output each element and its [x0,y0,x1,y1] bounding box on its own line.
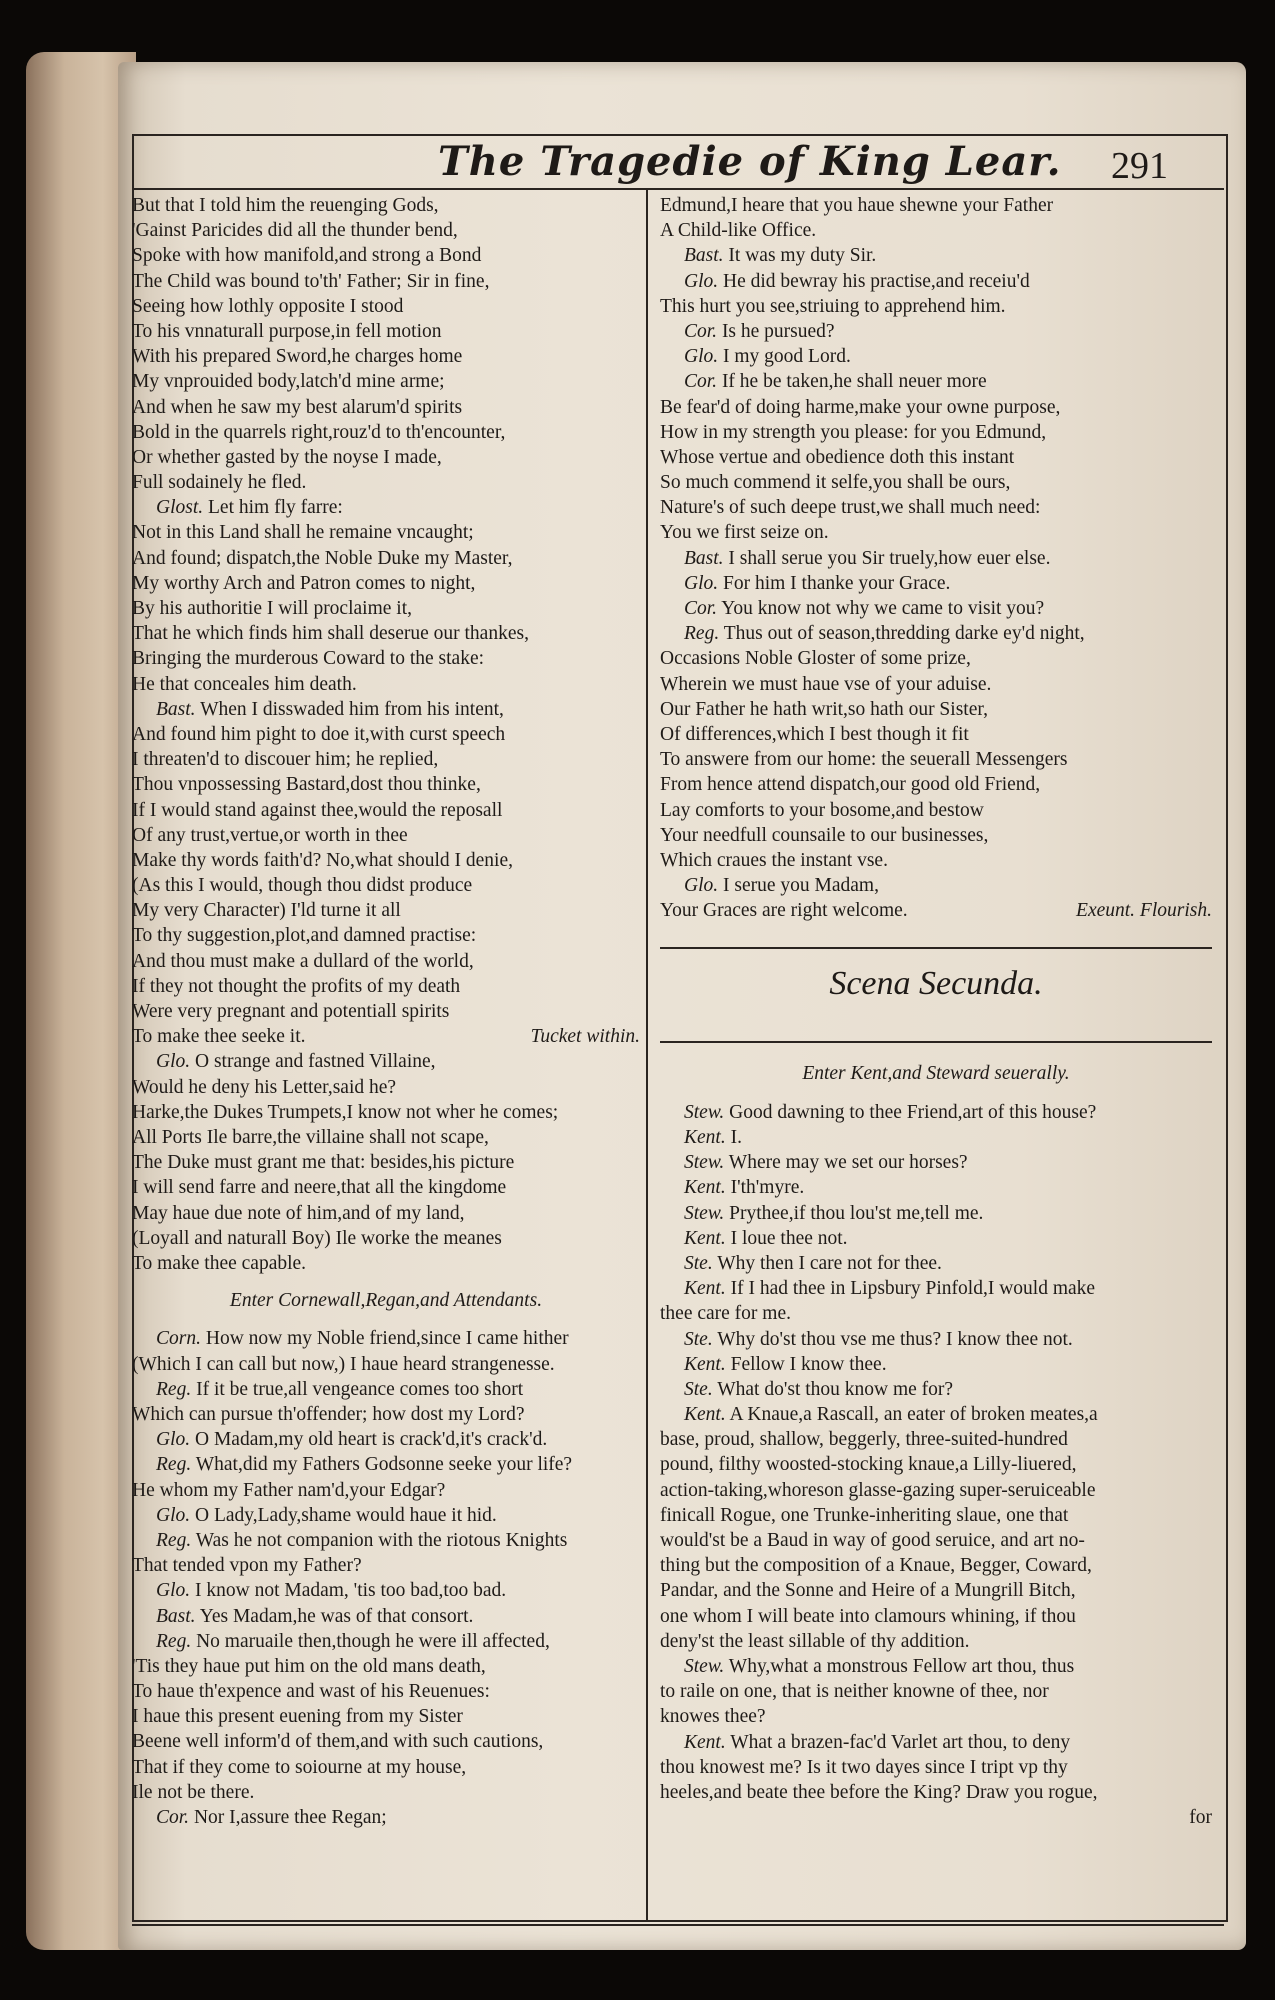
text-line [660,1478,1212,1503]
text-line [660,1730,1212,1755]
text-line [660,621,1212,646]
text-line [660,193,1212,218]
text-line [132,1503,640,1528]
line-text: knowes thee? [660,1706,766,1728]
speaker-prefix: Bast. [156,698,196,720]
line-text: Your Graces are right welcome. [660,900,908,922]
line-text: I. [730,1127,742,1149]
text-line [660,898,1212,923]
line-text: To make thee seeke it. [132,1026,306,1048]
line-text: Edmund,I heare that you haue shewne your Father [660,195,1054,216]
text-line [132,1704,640,1729]
line-text: Is he pursued? [721,320,835,342]
text-line [132,546,640,571]
line-text: Thus out of season,thredding darke ey'd night, [723,623,1085,645]
line-text: Would he deny his Letter,said he? [132,1076,397,1098]
line-text: My worthy Arch and Patron comes to night, [132,572,476,594]
speaker-prefix: Ste. [684,1378,713,1400]
text-line [132,1175,640,1200]
line-text: 'Tis they haue put him on the old mans death, [132,1655,486,1677]
line-text: O strange and fastned Villaine, [195,1051,436,1073]
stage-direction-inline: Tucket within. [530,1026,640,1048]
speaker-prefix: Ste. [684,1252,713,1274]
text-line [132,1679,640,1704]
text-line [132,495,640,520]
text-line [132,823,640,848]
line-text: Seeing how lothly opposite I stood [132,295,404,317]
line-text: To make thee capable. [132,1252,307,1274]
speaker-prefix: Stew. [684,1655,725,1677]
speaker-prefix: Bast. [684,245,724,267]
line-text: That if they come to soiourne at my house, [132,1756,467,1778]
line-text: What a brazen-fac'd Varlet art thou, to deny [730,1731,1071,1753]
speaker-prefix: Cor. [684,320,718,342]
line-text: Were very pregnant and potentiall spirits [132,1001,450,1022]
text-line [132,949,640,974]
line-text: And when he saw my best alarum'd spirits [132,396,463,418]
speaker-prefix: Kent. [684,1177,726,1199]
speaker-prefix: Kent. [684,1353,726,1375]
text-line [660,319,1212,344]
line-text: Be fear'd of doing harme,make your owne purpose, [660,396,1061,418]
text-line [132,1251,640,1276]
text-line [132,974,640,999]
text-line [132,1528,640,1553]
speaker-prefix: Stew. [684,1202,725,1224]
line-text: My vnprouided body,latch'd mine arme; [132,371,445,393]
text-line [660,672,1212,697]
line-text: Of any trust,vertue,or worth in thee [132,824,408,846]
left-text-block-2 [132,1326,640,1830]
line-text: I threaten'd to discouer him; he replied, [132,749,439,771]
text-line [660,1100,1212,1125]
line-text: Occasions Noble Gloster of some prize, [660,648,971,670]
line-text: That he which finds him shall deserue our thankes, [132,623,529,645]
text-line [132,1402,640,1427]
line-text: Beene well inform'd of them,and with such cautions, [132,1731,544,1753]
line-text: Thou vnpossessing Bastard,dost thou thinke, [132,774,481,796]
line-text: Make thy words faith'd? No,what should I denie, [132,849,513,871]
text-line [132,898,640,923]
line-text: Full sodainely he fled. [132,472,307,494]
line-text: Good dawning to thee Friend,art of this house? [729,1101,1097,1123]
text-line [132,1553,640,1578]
line-text: The Child was bound to'th' Father; Sir in fine, [132,270,490,292]
text-line [660,495,1212,520]
text-line [660,1604,1212,1629]
line-text: When I disswaded him from his intent, [200,698,504,720]
text-line [132,1201,640,1226]
text-line [132,923,640,948]
line-text: Whose vertue and obedience doth this instant [660,446,1015,468]
line-text: deny'st the least sillable of thy addition. [660,1630,970,1652]
scene-rule-top [660,947,1212,949]
text-line [660,1528,1212,1553]
line-text: He whom my Father nam'd,your Edgar? [132,1479,446,1501]
line-text: thing but the composition of a Knaue, Begger, Coward, [660,1555,1092,1577]
line-text: I haue this present euening from my Sister [132,1706,463,1728]
line-text: And found; dispatch,the Noble Duke my Master, [132,547,513,569]
text-line [660,520,1212,545]
text-line [660,243,1212,268]
header-rule [132,188,1224,190]
line-text: Yes Madam,he was of that consort. [199,1605,474,1627]
speaker-prefix: Kent. [684,1404,726,1426]
text-line [660,420,1212,445]
line-text: Which craues the instant vse. [660,849,888,871]
line-text: You know not why we came to visit you? [721,598,1045,619]
text-line [132,1729,640,1754]
text-line [132,1629,640,1654]
catchword: for [1189,1807,1212,1829]
line-text: thou knowest me? Is it two dayes since I tript vp thy [660,1756,1068,1778]
line-text: Why,what a monstrous Fellow art thou, thus [728,1655,1075,1677]
text-line [660,470,1212,495]
line-text: Your needfull counsaile to our businesses, [660,824,989,846]
line-text: He that conceales him death. [132,673,357,695]
text-line [132,596,640,621]
line-text: Or whether gasted by the noyse I made, [132,446,442,468]
line-text: Lay comforts to your bosome,and bestow [660,799,984,821]
text-line [132,1024,640,1049]
text-line [660,218,1212,243]
line-text: Bold in the quarrels right,rouz'd to th'encounter, [132,421,506,443]
text-line [132,1100,640,1125]
text-line [660,1553,1212,1578]
line-text: I loue thee not. [730,1227,848,1249]
text-line [660,747,1212,772]
text-line [660,1679,1212,1704]
line-text: Pandar, and the Sonne and Heire of a Mungrill Bitch, [660,1580,1076,1602]
speaker-prefix: Bast. [684,547,724,569]
line-text: base, proud, shallow, beggerly, three-suited-hundred [660,1429,1068,1451]
text-line [132,1654,640,1679]
speaker-prefix: Kent. [684,1278,726,1300]
line-text: Not in this Land shall he remaine vncaught; [132,522,474,544]
speaker-prefix: Glo. [156,1429,191,1451]
speaker-prefix: Kent. [684,1127,726,1149]
line-text: Of differences,which I best though it fit [660,723,969,745]
text-line [660,873,1212,898]
line-text: O Madam,my old heart is crack'd,it's crack'd. [195,1429,548,1451]
line-text: If he be taken,he shall neuer more [721,371,987,393]
text-line [132,646,640,671]
line-text: Our Father he hath writ,so hath our Sister, [660,698,988,720]
text-line [660,1402,1212,1427]
line-text: I my good Lord. [723,346,851,368]
text-line [132,319,640,344]
text-line [132,1478,640,1503]
line-text: (As this I would, though thou didst produce [132,875,473,897]
page-number: 291 [1111,145,1168,187]
line-text: 'Gainst Paricides did all the thunder bend, [132,220,458,242]
text-line [660,1352,1212,1377]
line-text: How now my Noble friend,since I came hither [205,1328,569,1350]
text-line [132,369,640,394]
text-line [660,1427,1212,1452]
line-text: one whom I will beate into clamours whining, if thou [660,1605,1076,1627]
text-line [660,772,1212,797]
text-line [132,520,640,545]
right-text-block-2 [660,1100,1212,1805]
speaker-prefix: Reg. [156,1454,192,1476]
speaker-prefix: Reg. [156,1630,192,1652]
line-text: To thy suggestion,plot,and damned practise: [132,925,477,947]
line-text: Nature's of such deepe trust,we shall much need: [660,497,1041,519]
text-line [132,1780,640,1805]
text-line [132,772,640,797]
text-line [660,1503,1212,1528]
line-text: I will send farre and neere,that all the kingdome [132,1177,507,1199]
line-text: A Knaue,a Rascall, an eater of broken meates,a [729,1404,1098,1426]
line-text: Prythee,if thou lou'st me,tell me. [729,1202,984,1224]
speaker-prefix: Reg. [156,1378,192,1400]
text-line [132,697,640,722]
right-column [660,193,1212,1830]
line-text: If I would stand against thee,would the reposall [132,799,503,821]
text-line [132,470,640,495]
speaker-prefix: Glo. [684,875,719,897]
line-text: to raile on one, that is neither knowne of thee, nor [660,1681,1049,1703]
footer-rule [132,1924,1224,1926]
text-line [660,294,1212,319]
text-line [132,1326,640,1351]
text-line [660,445,1212,470]
text-line [660,1578,1212,1603]
text-line [132,243,640,268]
line-text: Fellow I know thee. [730,1353,887,1375]
text-line [132,722,640,747]
text-line [132,1125,640,1150]
text-line [660,369,1212,394]
line-text: I'th'myre. [730,1177,805,1199]
text-line [660,1125,1212,1150]
text-line [660,1629,1212,1654]
text-line [132,848,640,873]
line-text: finicall Rogue, one Trunke-inheriting slaue, one that [660,1504,1069,1526]
text-line [132,672,640,697]
speaker-prefix: Cor. [156,1807,190,1829]
text-line [132,1352,640,1377]
line-text: (Which I can call but now,) I haue heard strangenesse. [132,1353,555,1375]
speaker-prefix: Glost. [156,497,204,519]
line-text: To his vnnaturall purpose,in fell motion [132,320,442,342]
scene-heading [660,923,1212,1049]
text-line [660,1327,1212,1352]
line-text: So much commend it selfe,you shall be ours, [660,472,1011,494]
line-text: heeles,and beate thee before the King? Draw you rogue, [660,1781,1098,1803]
text-line [660,1377,1212,1402]
speaker-prefix: Glo. [684,346,719,368]
line-text: My very Character) I'ld turne it all [132,900,401,922]
text-line [132,1075,640,1100]
line-text: pound, filthy woosted-stocking knaue,a Lilly-liuered, [660,1454,1077,1476]
speaker-prefix: Ste. [684,1328,713,1350]
line-text: To answere from our home: the seuerall Messengers [660,749,1068,771]
line-text: He did bewray his practise,and receiu'd [723,270,1030,292]
text-line [660,1276,1212,1301]
text-line [132,999,640,1024]
line-text: Harke,the Dukes Trumpets,I know not wher he comes; [132,1101,559,1123]
speaker-prefix: Cor. [684,371,718,393]
line-text: would'st be a Baud in way of good seruice, and art no- [660,1530,1085,1552]
line-text: And thou must make a dullard of the world, [132,950,474,972]
scene-rule-bottom [660,1041,1212,1043]
text-line [132,1427,640,1452]
stage-direction: Enter Kent,and Steward seuerally. [802,1063,1070,1085]
text-line [660,1150,1212,1175]
line-text: Ile not be there. [132,1781,255,1803]
line-text: A Child-like Office. [660,220,817,242]
line-text: O Lady,Lady,shame would haue it hid. [195,1504,497,1526]
line-text: This hurt you see,striuing to apprehend him. [660,295,1006,317]
line-text: Spoke with how manifold,and strong a Bond [132,245,482,267]
text-line [660,722,1212,747]
speaker-prefix: Reg. [684,623,720,645]
speaker-prefix: Bast. [156,1605,196,1627]
line-text: No maruaile then,though he were ill affected, [196,1630,550,1652]
line-text: Was he not companion with the riotous Knights [195,1529,568,1551]
text-line [660,798,1212,823]
line-text: Why then I care not for thee. [717,1252,942,1274]
text-line [132,294,640,319]
speaker-prefix: Glo. [156,1580,191,1602]
text-line [660,1704,1212,1729]
text-line [660,1780,1212,1805]
text-line [660,395,1212,420]
line-text: thee care for me. [660,1303,791,1325]
speaker-prefix: Kent. [684,1731,726,1753]
text-line [132,1226,640,1251]
text-line [132,269,640,294]
speaker-prefix: Stew. [684,1152,725,1174]
text-line [132,1604,640,1629]
line-text: Wherein we must haue vse of your aduise. [660,673,992,695]
speaker-prefix: Glo. [156,1504,191,1526]
stage-direction: Enter Cornewall,Regan,and Attendants. [229,1290,543,1312]
text-line [660,697,1212,722]
text-line [660,269,1212,294]
line-text: If I had thee in Lipsbury Pinfold,I would make [730,1278,1096,1300]
text-line [132,747,640,772]
text-line [132,1452,640,1477]
speaker-prefix: Stew. [684,1101,725,1123]
text-line [132,1578,640,1603]
column-rule [646,190,648,1920]
left-text-block [132,193,640,1276]
line-text: Bringing the murderous Coward to the stake: [132,648,485,670]
line-text: Why do'st thou vse me thus? I know thee not. [717,1328,1073,1350]
speaker-prefix: Glo. [684,572,719,594]
line-text: What,did my Fathers Godsonne seeke your life? [195,1454,573,1476]
text-line [132,798,640,823]
text-line [132,218,640,243]
speaker-prefix: Glo. [156,1051,191,1073]
line-text: From hence attend dispatch,our good old Friend, [660,774,1041,796]
line-text: I know not Madam, 'tis too bad,too bad. [195,1580,507,1602]
line-text: Let him fly farre: [208,497,343,519]
text-line [660,1755,1212,1780]
text-line [132,571,640,596]
line-text: For him I thanke your Grace. [723,572,951,594]
line-text: May haue due note of him,and of my land, [132,1202,465,1224]
text-line [132,1755,640,1780]
line-text: Which can pursue th'offender; how dost my Lord? [132,1404,525,1426]
text-line [132,395,640,420]
text-line [132,621,640,646]
text-line [660,1251,1212,1276]
text-line [660,1654,1212,1679]
line-text: The Duke must grant me that: besides,his picture [132,1152,515,1174]
text-line [660,596,1212,621]
line-text: With his prepared Sword,he charges home [132,346,463,368]
line-text: How in my strength you please: for you Edmund, [660,421,1047,443]
line-text: You we first seize on. [660,522,829,544]
line-text: I shall serue you Sir truely,how euer else. [728,547,1051,569]
text-line [660,344,1212,369]
text-line [660,1301,1212,1326]
text-line [132,1377,640,1402]
text-line [660,571,1212,596]
line-text: If they not thought the profits of my death [132,975,461,997]
line-text: It was my duty Sir. [728,245,877,267]
text-line [660,848,1212,873]
line-text: By his authoritie I will proclaime it, [132,598,412,619]
text-line [132,1805,640,1830]
text-line [132,873,640,898]
line-text: Nor I,assure thee Regan; [193,1807,387,1829]
text-line [660,646,1212,671]
stage-direction-inline: Exeunt. Flourish. [1076,900,1212,922]
speaker-prefix: Glo. [684,270,719,292]
running-title: The Tragedie of King Lear. [438,138,1062,185]
line-text: (Loyall and naturall Boy) Ile worke the meanes [132,1227,502,1249]
line-text: What do'st thou know me for? [717,1378,954,1400]
scene-title: Scena Secunda. [829,965,1043,1003]
line-text: If it be true,all vengeance comes too short [196,1378,524,1400]
text-line [132,344,640,369]
text-line [660,823,1212,848]
line-text: That tended vpon my Father? [132,1555,362,1577]
text-line [132,445,640,470]
text-line [660,1201,1212,1226]
line-text: But that I told him the reuenging Gods, [132,195,439,216]
page [118,62,1246,1950]
line-text: All Ports Ile barre,the villaine shall not scape, [132,1126,489,1148]
speaker-prefix: Cor. [684,598,718,619]
text-line [660,1452,1212,1477]
text-line [132,1049,640,1074]
text-line [660,1226,1212,1251]
text-line [132,420,640,445]
line-text: action-taking,whoreson glasse-gazing super-seruiceable [660,1479,1096,1501]
text-line [660,546,1212,571]
speaker-prefix: Kent. [684,1227,726,1249]
text-line [132,1150,640,1175]
text-line [132,193,640,218]
line-text: To haue th'expence and wast of his Reuenues: [132,1681,490,1703]
speaker-prefix: Reg. [156,1529,192,1551]
speaker-prefix: Corn. [156,1328,201,1350]
line-text: Where may we set our horses? [728,1152,968,1174]
line-text: I serue you Madam, [723,875,879,897]
left-column [132,193,640,1830]
right-text-block [660,193,1212,923]
text-line [660,1175,1212,1200]
line-text: And found him pight to doe it,with curst speech [132,723,506,745]
